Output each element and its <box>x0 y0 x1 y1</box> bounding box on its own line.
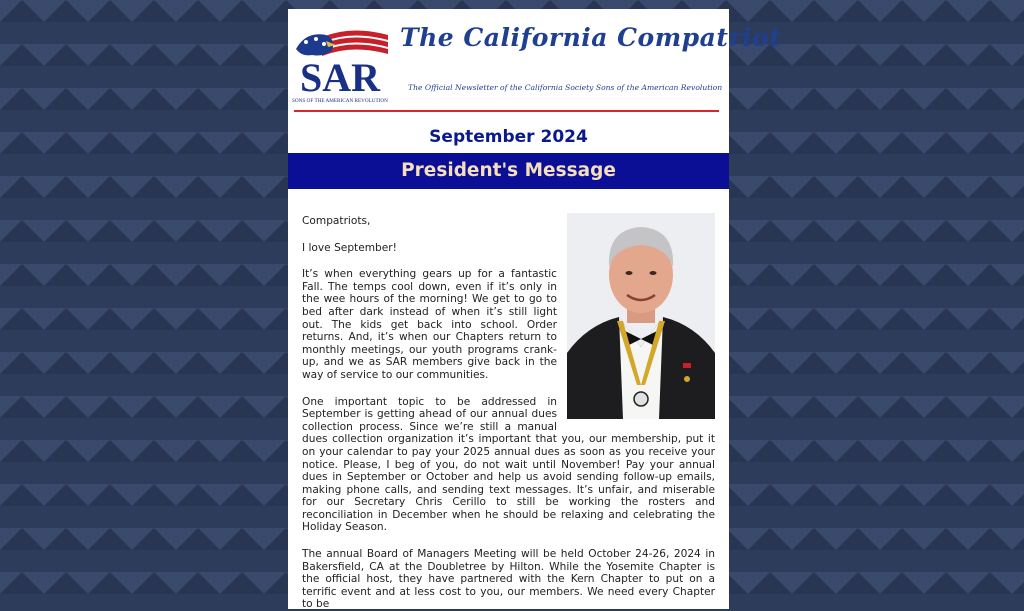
article-body <box>288 189 729 611</box>
logo-text: SAR <box>299 55 381 100</box>
masthead <box>288 9 782 114</box>
article-paragraph: I love September! <box>302 241 397 254</box>
newsletter <box>288 9 782 611</box>
issue-date: September 2024 <box>429 127 588 147</box>
section-title: President's Message <box>401 160 616 181</box>
president-portrait-icon <box>567 213 715 419</box>
masthead-divider <box>294 110 719 112</box>
logo-caption: SONS OF THE AMERICAN REVOLUTION <box>292 98 388 104</box>
article-paragraph: Compatriots, <box>302 215 371 227</box>
article-paragraph: The annual Board of Managers Meeting will be held October 24-26, 2024 in Bakersfield, CA at the Doubletree by Hilton. While the Yosemite Chapter is the official host, they have partnered with the Kern Chapter to put on a terrific event and at less cost to you, our members. We need every Chapter to be <box>302 548 715 611</box>
publication-title: The California Compatriot <box>400 23 782 52</box>
sar-logo <box>292 27 388 105</box>
publication-subtitle: The Official Newsletter of the California Society Sons of the American Revolution <box>408 83 723 92</box>
article-paragraph: It’s when everything gears up for a fantastic Fall. The temps cool down, even if it’s only in the wee hours of the morning! We get to go to bed after dark instead of when it’s still light out. The kids get back into school. Order returns. And, it’s when our Chapters return to monthly meetings, our youth programs crank-up, and we as SAR members give back in the way of service to our communities. <box>302 268 557 381</box>
section-header <box>288 153 729 189</box>
article-paragraph: One important topic to be addressed in September is getting ahead of our annual dues collection process. Since we’re still a manual dues collection organization it’s important that you, our membership, put it on your calendar to pay your 2025 annual dues as soon as you receive your notice. Please, I beg of you, do not wait until November! Pay your annual dues in September or October and help us avoid sending follow-up emails, making phone calls, and sending text messages. It’s unfair, and miserable for our Secretary Chris Cerillo to still be working the rosters and reconciliation in December when he should be relaxing and celebrating the Holiday Season. <box>302 395 715 534</box>
